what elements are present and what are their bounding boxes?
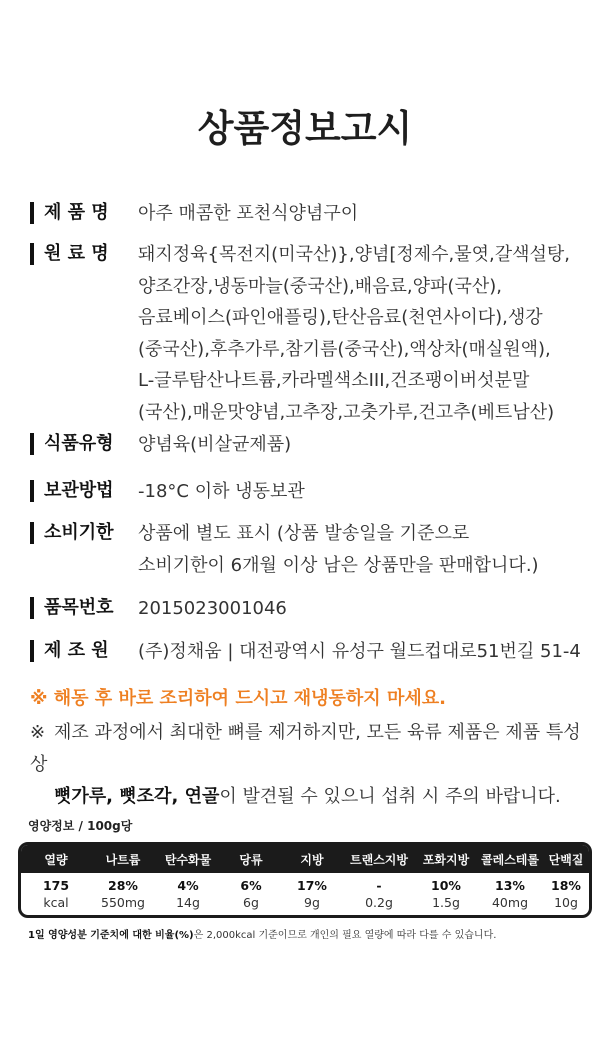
nutrition-amount: 14g bbox=[176, 895, 200, 910]
info-value-line: L-글루탐산나트륨,카라멜색소III,건조팽이버섯분말 bbox=[138, 370, 530, 391]
notice-sep1: , bbox=[106, 786, 120, 807]
info-value-line: 양조간장,냉동마늘(중국산),배음료,양파(국산), bbox=[138, 275, 502, 297]
nutrition-footnote bbox=[28, 926, 496, 941]
nutrition-value-row bbox=[21, 873, 589, 915]
info-value-line: 양념육(비살균제품) bbox=[138, 434, 292, 455]
nutrition-percent: 6% bbox=[240, 878, 262, 893]
notice-bold-bone-fragment: 뼛조각 bbox=[119, 786, 172, 807]
info-value-line: 상품에 별도 표시 (상품 발송일을 기준으로 bbox=[138, 523, 470, 544]
nutrition-col-header: 트랜스지방 bbox=[350, 852, 408, 867]
thaw-warning: ※ 해동 후 바로 조리하여 드시고 재냉동하지 마세요. bbox=[30, 688, 446, 709]
nutrition-cell bbox=[415, 873, 477, 915]
info-value-line: 아주 매콤한 포천식양념구이 bbox=[138, 203, 359, 224]
bone-notice bbox=[30, 717, 590, 813]
info-value-line: 2015023001046 bbox=[138, 598, 287, 619]
nutrition-amount: 40mg bbox=[491, 895, 529, 910]
info-value bbox=[138, 239, 588, 428]
footnote-bold: 1일 영양성분 기준치에 대한 비율(%) bbox=[28, 930, 194, 941]
nutrition-col-header: 당류 bbox=[239, 852, 263, 867]
nutrition-percent: - bbox=[376, 878, 382, 893]
info-label: 보관방법 bbox=[30, 480, 114, 502]
nutrition-amount: 0.2g bbox=[365, 895, 393, 910]
nutrition-col-header: 나트륨 bbox=[105, 852, 141, 867]
nutrition-cell bbox=[477, 873, 543, 915]
info-label: 제 조 원 bbox=[30, 640, 109, 662]
nutrition-percent: 4% bbox=[177, 878, 199, 893]
info-value-line: 돼지정육{목전지(미국산)},양념[정제수,물엿,갈색설탕, bbox=[138, 244, 571, 265]
nutrition-cell bbox=[91, 873, 155, 915]
nutrition-col-header: 열량 bbox=[44, 852, 68, 867]
nutrition-header-row bbox=[21, 845, 589, 873]
notice-bold-bone-powder: 뼛가루 bbox=[54, 786, 107, 807]
nutrition-percent: 28% bbox=[108, 878, 138, 893]
notice-line2-rest: 이 발견될 수 있으니 섭취 시 주의 바랍니다. bbox=[219, 786, 561, 807]
nutrition-col-header: 탄수화물 bbox=[164, 852, 212, 867]
footnote-rest: 은 2,000kcal 기준이므로 개인의 필요 열량에 따라 다를 수 있습니다. bbox=[193, 930, 497, 941]
nutrition-cell bbox=[21, 873, 91, 915]
info-value-line: 음료베이스(파인애플링),탄산음료(천연사이다),생강 bbox=[138, 307, 543, 328]
nutrition-percent: 17% bbox=[297, 878, 327, 893]
nutrition-heading: 영양정보 / 100g당 bbox=[28, 819, 133, 833]
nutrition-amount: 1.5g bbox=[432, 895, 460, 910]
info-value-line: 소비기한이 6개월 이상 남은 상품만을 판매합니다.) bbox=[138, 554, 539, 576]
nutrition-percent: 13% bbox=[495, 878, 525, 893]
info-value bbox=[138, 429, 588, 461]
info-label: 소비기한 bbox=[30, 522, 114, 544]
info-label: 식품유형 bbox=[30, 433, 114, 455]
info-label: 제 품 명 bbox=[30, 202, 109, 224]
nutrition-amount: 550mg bbox=[101, 895, 145, 910]
nutrition-percent: 175 bbox=[42, 878, 70, 893]
info-value bbox=[138, 518, 588, 581]
info-value-line: (중국산),후추가루,참기름(중국산),액상차(매실원액), bbox=[138, 338, 551, 360]
nutrition-col-header: 포화지방 bbox=[422, 852, 470, 867]
nutrition-percent: 10% bbox=[431, 878, 461, 893]
info-value-line: -18°C 이하 냉동보관 bbox=[138, 481, 305, 502]
nutrition-col-header: 지방 bbox=[300, 852, 324, 867]
nutrition-percent: 18% bbox=[551, 878, 581, 893]
info-value bbox=[138, 636, 588, 668]
info-value bbox=[138, 476, 588, 508]
info-label: 원 료 명 bbox=[30, 243, 109, 265]
nutrition-col-header: 단백질 bbox=[548, 852, 584, 867]
nutrition-amount: kcal bbox=[43, 895, 69, 910]
nutrition-amount: 9g bbox=[304, 895, 320, 910]
info-value-line: (국산),매운맛양념,고추장,고춧가루,건고추(베트남산) bbox=[138, 401, 555, 423]
notice-sep2: , bbox=[171, 786, 185, 807]
nutrition-cell bbox=[281, 873, 343, 915]
nutrition-table bbox=[18, 842, 592, 918]
info-value-line: (주)정채움 | 대전광역시 유성구 월드컵대로51번길 51-4 bbox=[138, 641, 581, 662]
notice-line1: 제조 과정에서 최대한 뼈를 제거하지만, 모든 육류 제품은 제품 특성상 bbox=[30, 722, 581, 775]
nutrition-col-header: 콜레스테롤 bbox=[481, 852, 539, 867]
info-label: 품목번호 bbox=[30, 597, 114, 619]
nutrition-cell bbox=[543, 873, 589, 915]
nutrition-cell bbox=[221, 873, 281, 915]
page-title: 상품정보고시 bbox=[197, 107, 413, 150]
info-value bbox=[138, 198, 588, 230]
nutrition-cell bbox=[343, 873, 415, 915]
notice-bold-cartilage: 연골 bbox=[184, 786, 220, 807]
nutrition-cell bbox=[155, 873, 221, 915]
nutrition-amount: 10g bbox=[554, 895, 578, 910]
nutrition-amount: 6g bbox=[243, 895, 259, 910]
notice-mark: ※ bbox=[30, 722, 46, 743]
info-value bbox=[138, 593, 588, 625]
